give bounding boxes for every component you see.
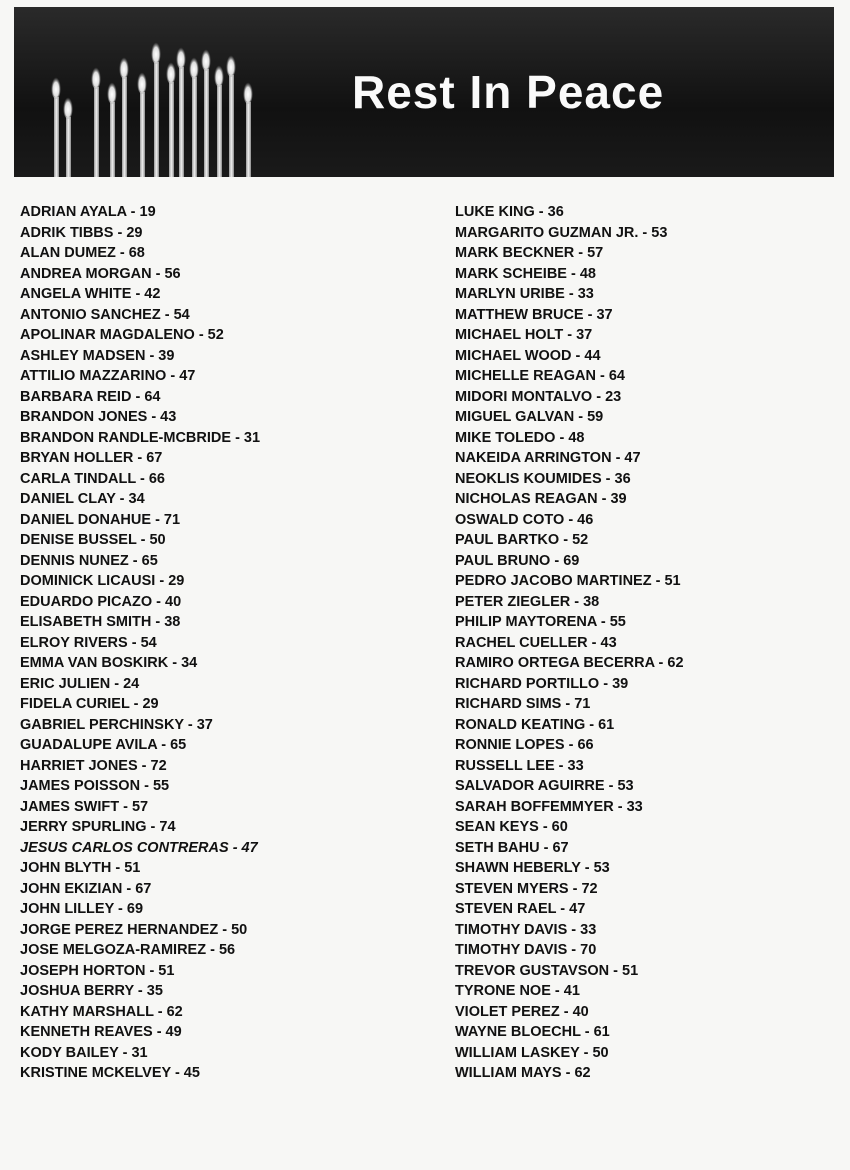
list-item: VIOLET PEREZ - 40 [455,1003,589,1020]
list-item: PEDRO JACOBO MARTINEZ - 51 [455,573,681,589]
list-item: DOMINICK LICAUSI - 29 [20,573,185,589]
list-item: ATTILIO MAZZARINO - 47 [20,368,196,384]
list-item: SETH BAHU - 67 [455,839,569,856]
list-item: WILLIAM MAYS - 62 [455,1065,591,1081]
list-item: DENISE BUSSEL - 50 [20,532,166,548]
list-item: MIKE TOLEDO - 48 [455,429,585,446]
list-item: MIGUEL GALVAN - 59 [455,409,604,425]
list-item: ADRIK TIBBS - 29 [20,224,143,241]
list-item: CARLA TINDALL - 66 [20,470,165,487]
list-item: HARRIET JONES - 72 [20,757,167,774]
list-item: MICHELLE REAGAN - 64 [455,368,625,384]
names-list-left [20,202,440,1084]
list-item: TYRONE NOE - 41 [455,983,580,999]
list-item: JOSEPH HORTON - 51 [20,962,175,979]
list-item: JOHN LILLEY - 69 [20,901,144,917]
list-item: APOLINAR MAGDALENO - 52 [20,327,224,343]
list-item: RICHARD SIMS - 71 [455,696,591,712]
list-item: PAUL BRUNO - 69 [455,552,580,569]
list-item: LUKE KING - 36 [455,204,564,220]
list-item: WILLIAM LASKEY - 50 [455,1044,609,1061]
list-item: JORGE PEREZ HERNANDEZ - 50 [20,921,248,938]
list-item: ELISABETH SMITH - 38 [20,614,181,630]
list-item: JOHN BLYTH - 51 [20,860,141,876]
list-item: ANGELA WHITE - 42 [20,286,161,302]
page-title: Rest In Peace [352,66,665,118]
list-item: RONALD KEATING - 61 [455,716,615,733]
list-item: BRANDON JONES - 43 [20,409,177,425]
list-item: ANTONIO SANCHEZ - 54 [20,306,190,323]
list-item: RUSSELL LEE - 33 [455,757,584,774]
list-item: KATHY MARSHALL - 62 [20,1003,183,1020]
list-item: DANIEL CLAY - 34 [20,491,145,507]
list-item: RICHARD PORTILLO - 39 [455,675,629,692]
list-item: SARAH BOFFEMMYER - 33 [455,798,643,815]
list-item: RAMIRO ORTEGA BECERRA - 62 [455,655,684,671]
list-item: PETER ZIEGLER - 38 [455,593,600,610]
list-item: SEAN KEYS - 60 [455,819,568,835]
list-item: ASHLEY MADSEN - 39 [20,347,175,364]
list-item: JOSE MELGOZA-RAMIREZ - 56 [20,942,236,958]
list-item: ADRIAN AYALA - 19 [20,204,156,220]
list-item: TREVOR GUSTAVSON - 51 [455,962,639,979]
list-item: TIMOTHY DAVIS - 70 [455,942,597,958]
list-item: MARK SCHEIBE - 48 [455,265,596,282]
list-item: ERIC JULIEN - 24 [20,675,140,692]
list-item: ELROY RIVERS - 54 [20,634,157,651]
list-item: DANIEL DONAHUE - 71 [20,511,181,528]
list-item: STEVEN MYERS - 72 [455,880,598,897]
list-item: MATTHEW BRUCE - 37 [455,306,613,323]
list-item: JERRY SPURLING - 74 [20,819,176,835]
memorial-banner [14,7,834,177]
list-item: EDUARDO PICAZO - 40 [20,593,182,610]
list-item: NAKEIDA ARRINGTON - 47 [455,450,641,466]
list-item: JOSHUA BERRY - 35 [20,983,163,999]
list-item: WAYNE BLOECHL - 61 [455,1024,610,1040]
candles-image [14,7,284,177]
list-item: GUADALUPE AVILA - 65 [20,737,187,753]
list-item: ANDREA MORGAN - 56 [20,265,181,282]
list-item: OSWALD COTO - 46 [455,511,594,528]
list-item: BRANDON RANDLE-MCBRIDE - 31 [20,429,261,446]
list-item: FIDELA CURIEL - 29 [20,696,159,712]
list-item: JOHN EKIZIAN - 67 [20,880,152,897]
list-item: JESUS CARLOS CONTRERAS - 47 [20,839,258,856]
list-item: RONNIE LOPES - 66 [455,737,594,753]
list-item: RACHEL CUELLER - 43 [455,634,617,651]
list-item: MIDORI MONTALVO - 23 [455,388,622,405]
list-item: STEVEN RAEL - 47 [455,901,586,917]
list-item: DENNIS NUNEZ - 65 [20,552,158,569]
list-item: KRISTINE MCKELVEY - 45 [20,1065,200,1081]
list-item: MARLYN URIBE - 33 [455,286,594,302]
list-item: BARBARA REID - 64 [20,388,161,405]
list-item: KENNETH REAVES - 49 [20,1024,182,1040]
list-item: BRYAN HOLLER - 67 [20,450,163,466]
list-item: PHILIP MAYTORENA - 55 [455,614,626,630]
list-item: JAMES POISSON - 55 [20,778,170,794]
list-item: JAMES SWIFT - 57 [20,798,149,815]
list-item: MARK BECKNER - 57 [455,245,604,261]
list-item: MICHAEL HOLT - 37 [455,327,593,343]
list-item: KODY BAILEY - 31 [20,1044,148,1061]
list-item: ALAN DUMEZ - 68 [20,245,145,261]
list-item: PAUL BARTKO - 52 [455,532,589,548]
list-item: NEOKLIS KOUMIDES - 36 [455,470,631,487]
list-item: SHAWN HEBERLY - 53 [455,860,610,876]
list-item: TIMOTHY DAVIS - 33 [455,921,597,938]
list-item: EMMA VAN BOSKIRK - 34 [20,655,198,671]
list-item: MICHAEL WOOD - 44 [455,347,601,364]
names-list-right [455,202,835,1084]
list-item: SALVADOR AGUIRRE - 53 [455,778,634,794]
list-item: NICHOLAS REAGAN - 39 [455,491,627,507]
list-item: GABRIEL PERCHINSKY - 37 [20,716,213,733]
list-item: MARGARITO GUZMAN JR. - 53 [455,224,668,241]
